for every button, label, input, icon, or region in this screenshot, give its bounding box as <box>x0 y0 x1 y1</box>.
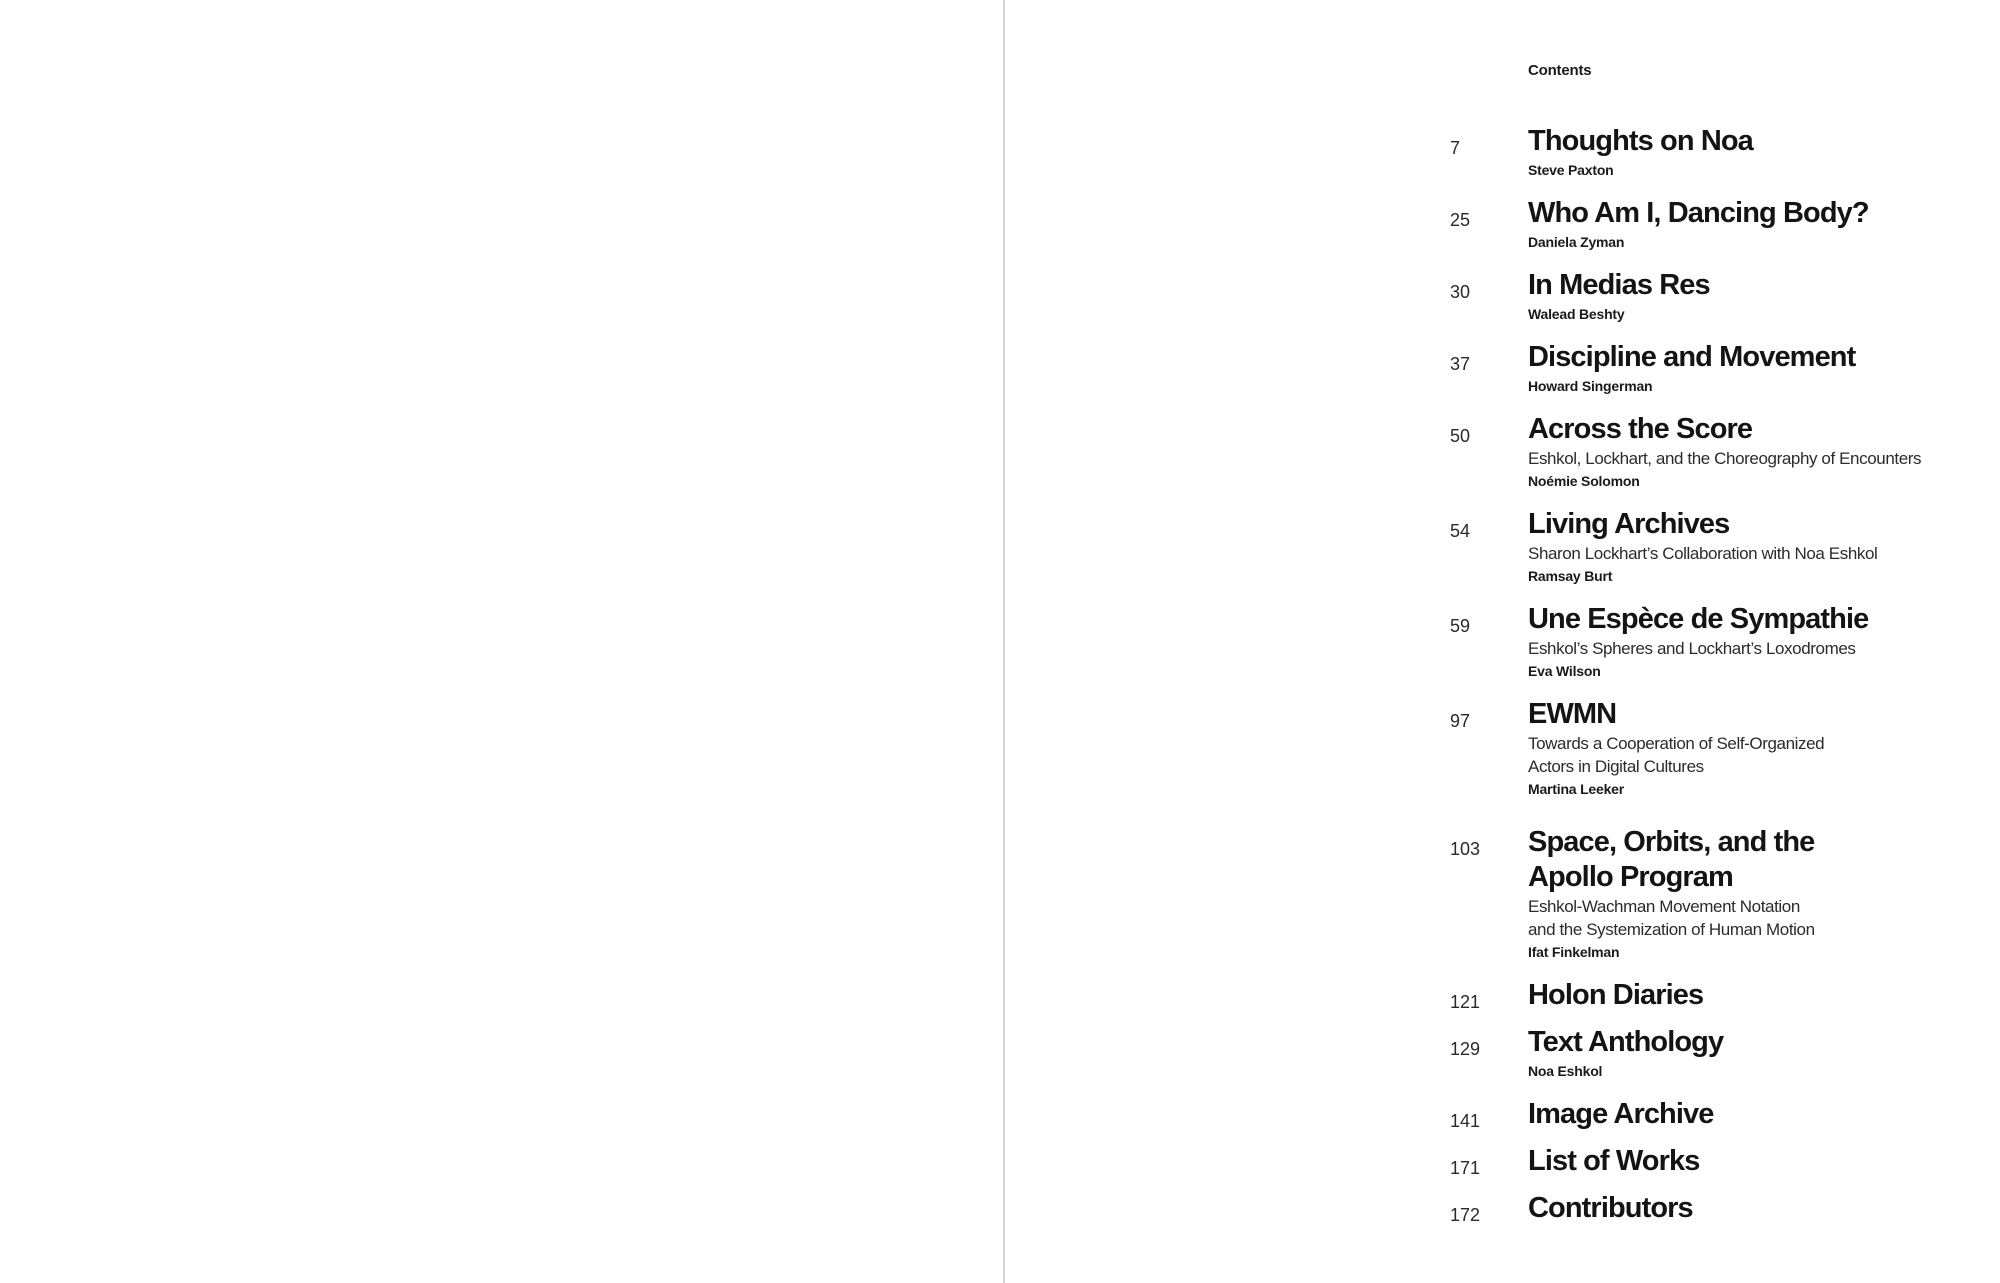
toc-author: Steve Paxton <box>1528 162 1614 178</box>
toc-entry[interactable] <box>1450 507 1970 586</box>
toc-page-number: 7 <box>1450 138 1461 158</box>
toc-entry-body <box>1528 124 1970 180</box>
toc-page-number: 54 <box>1450 521 1471 541</box>
toc-author: Walead Beshty <box>1528 306 1625 322</box>
toc-title: Text Anthology <box>1528 1026 1724 1058</box>
toc-page-number: 121 <box>1450 992 1481 1012</box>
toc-title: Contributors <box>1528 1192 1693 1224</box>
table-of-contents <box>1450 124 1970 1238</box>
toc-author: Noémie Solomon <box>1528 473 1640 489</box>
toc-title: Holon Diaries <box>1528 979 1704 1011</box>
toc-entry-body <box>1528 507 1970 586</box>
toc-subtitle: Eshkol-Wachman Movement Notation and the Systemization of Human Motion <box>1528 897 1815 939</box>
toc-entry-body <box>1528 602 1970 681</box>
toc-author: Martina Leeker <box>1528 781 1625 797</box>
toc-page-number: 172 <box>1450 1205 1481 1225</box>
toc-page-number: 97 <box>1450 711 1471 731</box>
toc-subtitle: Eshkol, Lockhart, and the Choreography of Encounters <box>1528 449 1922 468</box>
toc-subtitle: Sharon Lockhart’s Collaboration with Noa Eshkol <box>1528 544 1878 563</box>
toc-entry-body <box>1528 268 1970 324</box>
toc-page-number: 25 <box>1450 210 1471 230</box>
toc-page-number: 30 <box>1450 282 1471 302</box>
toc-entry-body <box>1528 1025 1970 1081</box>
toc-title: Image Archive <box>1528 1098 1714 1130</box>
toc-page-number: 50 <box>1450 426 1471 446</box>
toc-author: Daniela Zyman <box>1528 234 1625 250</box>
toc-title: Space, Orbits, and the Apollo Program <box>1528 826 1815 893</box>
toc-entry-body <box>1528 1097 1970 1132</box>
toc-subtitle: Eshkol’s Spheres and Lockhart’s Loxodromes <box>1528 639 1856 658</box>
toc-author: Howard Singerman <box>1528 378 1653 394</box>
toc-entry[interactable] <box>1450 1025 1970 1081</box>
toc-entry[interactable] <box>1450 412 1970 491</box>
toc-entry-body <box>1528 196 1970 252</box>
toc-subtitle: Towards a Cooperation of Self-Organized Actors in Digital Cultures <box>1528 734 1825 776</box>
toc-entry[interactable] <box>1450 124 1970 180</box>
toc-title: Discipline and Movement <box>1528 341 1856 373</box>
contents-heading: Contents <box>1528 62 1592 79</box>
toc-title: EWMN <box>1528 698 1617 730</box>
toc-entry-body <box>1528 978 1970 1013</box>
toc-page-number: 37 <box>1450 354 1471 374</box>
toc-entry[interactable] <box>1450 340 1970 396</box>
toc-author: Ifat Finkelman <box>1528 944 1620 960</box>
toc-page-number: 103 <box>1450 839 1481 859</box>
toc-page-number: 141 <box>1450 1111 1481 1131</box>
toc-author: Noa Eshkol <box>1528 1063 1603 1079</box>
toc-entry[interactable] <box>1450 196 1970 252</box>
toc-entry[interactable] <box>1450 1144 1970 1180</box>
toc-title: Thoughts on Noa <box>1528 125 1753 157</box>
toc-entry[interactable] <box>1450 1097 1970 1133</box>
toc-entry[interactable] <box>1450 697 1970 799</box>
toc-title: Who Am I, Dancing Body? <box>1528 197 1869 229</box>
toc-page-number: 129 <box>1450 1039 1481 1059</box>
toc-entry[interactable] <box>1450 825 1970 962</box>
toc-entry-body <box>1528 1191 1970 1226</box>
toc-author: Ramsay Burt <box>1528 568 1613 584</box>
toc-page-number: 171 <box>1450 1158 1481 1178</box>
toc-title: Une Espèce de Sympathie <box>1528 603 1869 635</box>
toc-entry[interactable] <box>1450 268 1970 324</box>
toc-title: Living Archives <box>1528 508 1730 540</box>
toc-title: In Medias Res <box>1528 269 1710 301</box>
toc-title: Across the Score <box>1528 413 1753 445</box>
toc-entry-body <box>1528 340 1970 396</box>
toc-entry-body <box>1528 697 1970 799</box>
toc-entry-body <box>1528 825 1970 962</box>
toc-title: List of Works <box>1528 1145 1700 1177</box>
toc-author: Eva Wilson <box>1528 663 1601 679</box>
toc-entry[interactable] <box>1450 602 1970 681</box>
toc-entry-body <box>1528 1144 1970 1179</box>
toc-entry-body <box>1528 412 1970 491</box>
toc-entry[interactable] <box>1450 1191 1970 1227</box>
toc-page-number: 59 <box>1450 616 1471 636</box>
toc-entry[interactable] <box>1450 978 1970 1014</box>
